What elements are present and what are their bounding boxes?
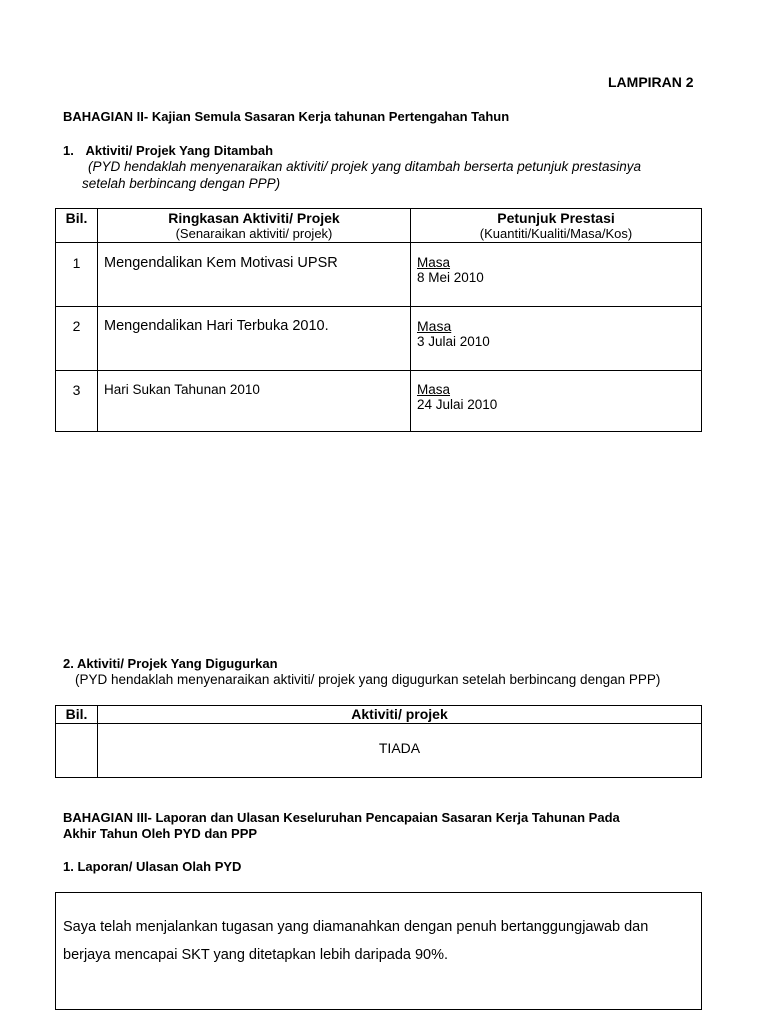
row-petunjuk [411, 307, 702, 371]
row-masa-value: 24 Julai 2010 [417, 397, 498, 412]
table-row [56, 307, 702, 371]
header-ringkasan [98, 209, 411, 243]
section1-note-line1: (PYD hendaklah menyenaraikan aktiviti/ projek yang ditambah berserta petunjuk prestasinya [88, 159, 642, 174]
row-aktiviti-value: Hari Sukan Tahunan 2010 [104, 382, 260, 397]
header-ringkasan-label: Ringkasan Aktiviti/ Projek [168, 210, 340, 226]
header-bil-label: Bil. [65, 210, 88, 226]
row-aktiviti-value: Mengendalikan Kem Motivasi UPSR [104, 255, 338, 271]
row-aktiviti [98, 307, 411, 371]
row-masa-label: Masa [417, 255, 451, 270]
row-bil [56, 724, 98, 778]
row-bil-value: 3 [72, 382, 81, 398]
section1-title: Aktiviti/ Projek Yang Ditambah [85, 143, 274, 158]
row-masa-label: Masa [417, 318, 452, 334]
row-masa-value: 8 Mei 2010 [417, 270, 484, 285]
row-bil-value: 2 [72, 318, 81, 334]
bahagian3-section1-heading: 1. Laporan/ Ulasan Olah PYD [63, 859, 242, 874]
header-bil [56, 209, 98, 243]
dropped-activities-table [55, 705, 702, 778]
row-bil [56, 371, 98, 432]
header-bil [56, 706, 98, 724]
row-bil [56, 307, 98, 371]
row-aktiviti-value: Mengendalikan Hari Terbuka 2010. [104, 318, 329, 334]
row-aktiviti [98, 371, 411, 432]
section1-note-line2: setelah berbincang dengan PPP) [82, 176, 281, 191]
lampiran-label: LAMPIRAN 2 [608, 74, 694, 90]
header-petunjuk-sub: (Kuantiti/Kualiti/Masa/Kos) [479, 226, 633, 241]
bahagian3-title-line2: Akhir Tahun Oleh PYD dan PPP [63, 826, 258, 841]
section1-number: 1. [63, 143, 74, 158]
table-row [56, 243, 702, 307]
row-aktiviti [98, 243, 411, 307]
row-petunjuk [411, 243, 702, 307]
header-aktiviti-label: Aktiviti/ projek [351, 706, 448, 722]
pyd-report-line2: berjaya mencapai SKT yang ditetapkan lebih daripada 90%. [63, 947, 449, 963]
section2-heading: 2. Aktiviti/ Projek Yang Digugurkan [63, 656, 278, 671]
table-header-row [56, 706, 702, 724]
table-header-row [56, 209, 702, 243]
header-aktiviti [98, 706, 702, 724]
pyd-report-box [55, 892, 702, 1010]
bahagian2-title: BAHAGIAN II- Kajian Semula Sasaran Kerja tahunan Pertengahan Tahun [63, 109, 510, 124]
header-petunjuk-label: Petunjuk Prestasi [497, 210, 615, 226]
bahagian3-title-line1: BAHAGIAN III- Laporan dan Ulasan Keseluruhan Pencapaian Sasaran Kerja Tahunan Pada [63, 810, 620, 825]
tiada-value: TIADA [378, 740, 421, 756]
pyd-report-line1: Saya telah menjalankan tugasan yang diamanahkan dengan penuh bertanggungjawab dan [63, 919, 649, 935]
row-bil [56, 243, 98, 307]
section2-note: (PYD hendaklah menyenaraikan aktiviti/ projek yang digugurkan setelah berbincang dengan PPP) [75, 672, 661, 687]
table-row [56, 724, 702, 778]
table-row [56, 371, 702, 432]
section1-heading [63, 143, 273, 158]
row-bil-value: 1 [72, 255, 81, 271]
row-aktiviti [98, 724, 702, 778]
row-masa-value: 3 Julai 2010 [417, 334, 490, 349]
header-petunjuk [411, 209, 702, 243]
header-ringkasan-sub: (Senaraikan aktiviti/ projek) [175, 226, 333, 241]
added-activities-table [55, 208, 702, 432]
header-bil-label: Bil. [65, 706, 88, 722]
row-petunjuk [411, 371, 702, 432]
row-masa-label: Masa [417, 382, 451, 397]
